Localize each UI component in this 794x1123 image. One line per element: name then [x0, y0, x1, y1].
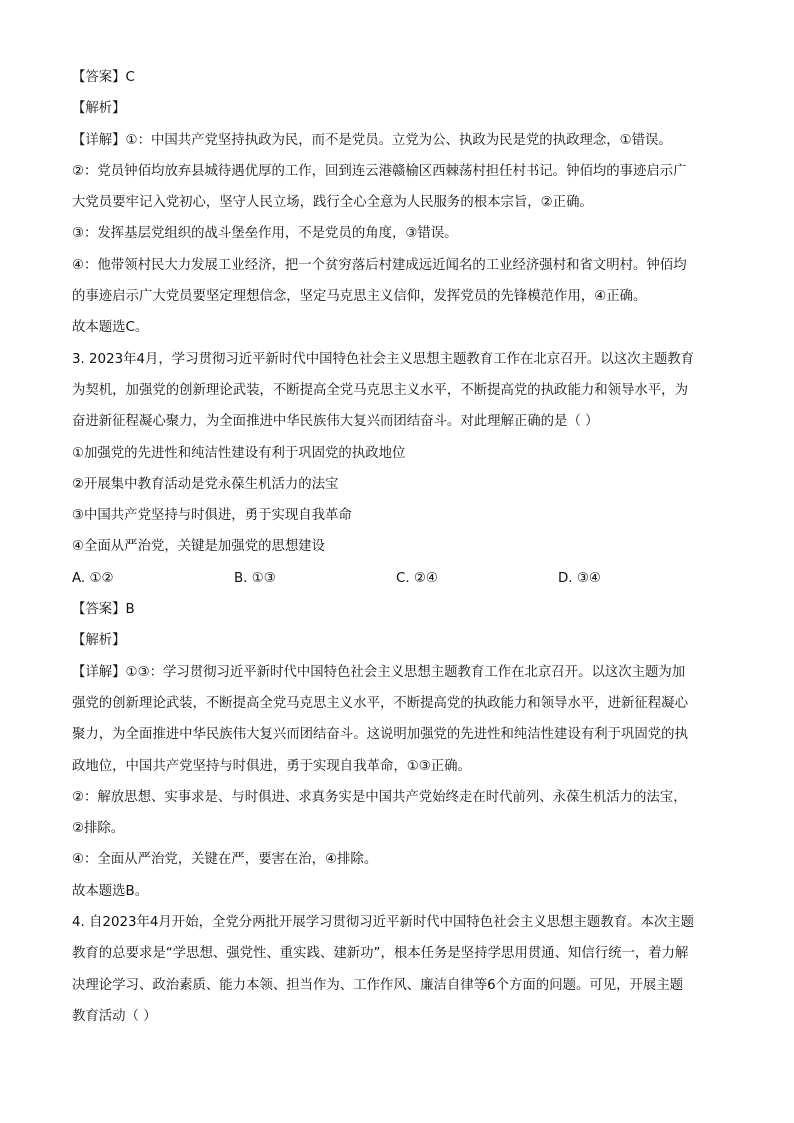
prev-analysis-label: 【解析】 — [72, 101, 126, 117]
q3-option-c: C. ②④ — [396, 570, 438, 586]
q3-stem-line: 奋进新征程凝心聚力，为全面推进中华民族伟大复兴而团结奋斗。对此理解正确的是（ ） — [72, 414, 599, 430]
prev-conclusion: 故本题选C。 — [72, 320, 149, 336]
q3-explain-line: 强党的创新理论武装，不断提高全党马克思主义水平，不断提高党的执政能力和领导水平，进新征程凝心 — [72, 695, 688, 711]
document-page — [72, 62, 722, 1032]
q3-explain-line: ②排除。 — [72, 821, 125, 837]
q3-statement: ②开展集中教育活动是党永葆生机活力的法宝 — [72, 476, 339, 492]
prev-explain-line: 的事迹启示广大党员要坚定理想信念，坚定马克思主义信仰，发挥党员的先锋模范作用，④正确。 — [72, 289, 647, 305]
q3-option-a: A. ①② — [72, 570, 114, 586]
prev-explain-line: ②：党员钟佰均放弃县城待遇优厚的工作，回到连云港赣榆区西棘荡村担任村书记。钟佰均的事迹启示广 — [72, 163, 687, 179]
q3-explain-line: ④：全面从严治党，关键在严，要害在治，④排除。 — [72, 852, 378, 868]
q3-statement: ④全面从严治党，关键是加强党的思想建设 — [72, 539, 326, 555]
prev-answer: 【答案】C — [72, 70, 135, 85]
q3-stem-line: 3. 2023年4月，学习贯彻习近平新时代中国特色社会主义思想主题教育工作在北京召开。以这次主题教育 — [72, 351, 695, 367]
q3-analysis-label: 【解析】 — [72, 633, 126, 649]
q3-explain-line: 聚力，为全面推进中华民族伟大复兴而团结奋斗。这说明加强党的先进性和纯洁性建设有利于巩固党的执 — [72, 727, 688, 743]
q3-stem-line: 为契机，加强党的创新理论武装，不断提高全党马克思主义水平，不断提高党的执政能力和领导水平，为 — [72, 382, 688, 398]
q3-answer: 【答案】B — [72, 602, 135, 618]
q4-stem-line: 教育活动（ ） — [72, 1008, 157, 1024]
prev-explain-line: 大党员要牢记入党初心，坚守人民立场，践行全心全意为人民服务的根本宗旨，②正确。 — [72, 195, 593, 211]
q3-explain-line: 【详解】①③：学习贯彻习近平新时代中国特色社会主义思想主题教育工作在北京召开。以这次主题为加 — [72, 664, 686, 680]
q3-explain-line: ②：解放思想、实事求是、与时俱进、求真务实是中国共产党始终走在时代前列、永葆生机活力的法宝， — [72, 789, 687, 805]
q4-stem-line: 4. 自2023年4月开始，全党分两批开展学习贯彻习近平新时代中国特色社会主义思想主题教育。本次主题 — [72, 915, 695, 931]
prev-explain-line: 【详解】①：中国共产党坚持执政为民，而不是党员。立党为公、执政为民是党的执政理念，①错误。 — [72, 132, 672, 148]
q3-statement: ①加强党的先进性和纯洁性建设有利于巩固党的执政地位 — [72, 445, 406, 461]
q3-conclusion: 故本题选B。 — [72, 883, 149, 899]
q4-stem-line: 教育的总要求是“学思想、强党性、重实践、建新功”，根本任务是坚持学思用贯通、知信行统一，着力解 — [72, 946, 689, 962]
prev-explain-line: ③：发挥基层党组织的战斗堡垒作用，不是党员的角度，③错误。 — [72, 226, 458, 242]
q3-options — [72, 563, 722, 594]
q3-option-d: D. ③④ — [558, 570, 601, 586]
q3-statement: ③中国共产党坚持与时俱进，勇于实现自我革命 — [72, 508, 352, 524]
q4-stem-line: 决理论学习、政治素质、能力本领、担当作为、工作作风、廉洁自律等6个方面的问题。可见，开展主题 — [72, 977, 684, 993]
prev-explain-line: ④：他带领村民大力发展工业经济，把一个贫穷落后村建成远近闻名的工业经济强村和省文明村。钟佰均 — [72, 257, 687, 273]
q3-explain-line: 政地位，中国共产党坚持与时俱进，勇于实现自我革命，①③正确。 — [72, 758, 471, 774]
q3-option-b: B. ①③ — [234, 570, 276, 586]
